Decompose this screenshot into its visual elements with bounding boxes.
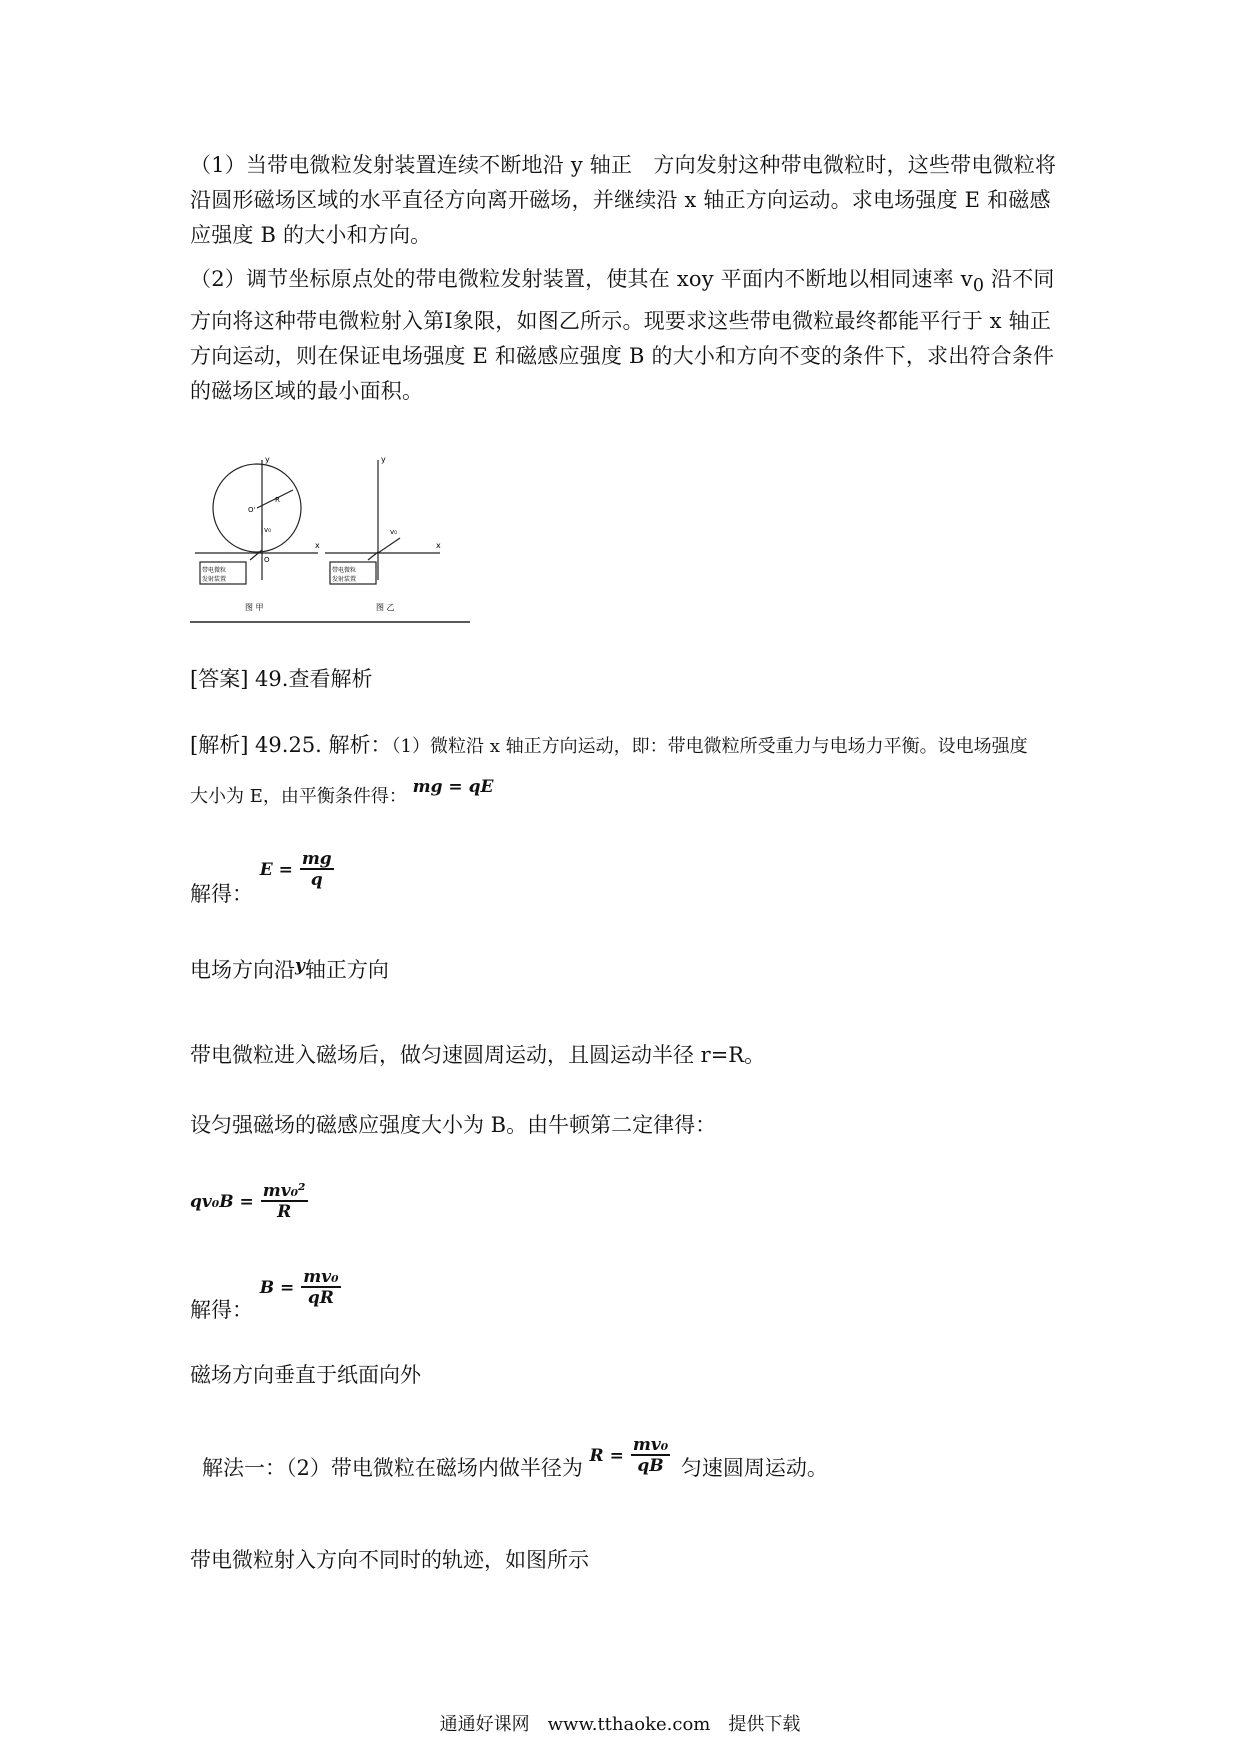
figure-diagram xyxy=(190,450,470,625)
equation-r-fraction xyxy=(631,1436,670,1476)
analysis-line-2 xyxy=(190,777,494,812)
device-label-right-2: 发射装置 xyxy=(332,576,357,583)
method-one-post: 匀速圆周运动。 xyxy=(680,1456,828,1480)
equation-r-left: R = xyxy=(589,1446,624,1466)
device-label-left-1: 带电微粒 xyxy=(202,567,227,574)
equation-b xyxy=(260,1268,345,1308)
equation-e-numerator: mg xyxy=(301,849,332,869)
caption-right: 图 乙 xyxy=(376,603,395,612)
equation-b-fraction xyxy=(301,1268,340,1308)
equation-qvb-line xyxy=(190,1182,312,1222)
equation-e-denominator: q xyxy=(310,870,323,890)
y-label-left: y xyxy=(265,455,270,464)
device-label-right-1: 带电微粒 xyxy=(332,567,357,574)
method-one-line xyxy=(202,1435,828,1490)
field-direction-post: 轴正方向 xyxy=(304,958,389,982)
question-2-text-a: （2）调节坐标原点处的带电微粒发射装置，使其在 xoy 平面内不断地以相同速率 v xyxy=(190,267,973,291)
equation-e-fraction xyxy=(300,850,334,890)
physics-figure xyxy=(190,450,470,625)
center-label: O' xyxy=(248,506,256,514)
solve-e-line xyxy=(190,849,338,906)
question-2 xyxy=(190,262,1060,409)
method-one-pre: 解法一：（2）带电微粒在磁场内做半径为 xyxy=(202,1456,583,1480)
newton-law-line: 设匀强磁场的磁感应强度大小为 B。由牛顿第二定律得： xyxy=(190,1113,717,1137)
solve-label-1: 解得： xyxy=(190,882,253,906)
device-label-left-2: 发射装置 xyxy=(202,576,227,583)
field-direction-y: y xyxy=(295,956,305,976)
velocity-label-right: v₀ xyxy=(390,528,397,536)
analysis-text: （1）微粒沿 x 轴正方向运动，即：带电微粒所受重力与电场力平衡。设电场强度 xyxy=(391,736,1028,757)
equation-b-denominator: qR xyxy=(307,1288,334,1308)
analysis-head: [解析] 49.25. 解析： xyxy=(190,733,392,757)
analysis-line-2-text: 大小为 E，由平衡条件得： xyxy=(190,786,407,807)
figure-right xyxy=(325,460,440,584)
equation-qvb xyxy=(190,1182,312,1222)
circular-motion-line: 带电微粒进入磁场后，做匀速圆周运动，且圆运动半径 r=R。 xyxy=(190,1043,766,1067)
equation-r xyxy=(590,1436,675,1476)
equation-qvb-fraction xyxy=(261,1182,308,1222)
equation-qvb-denominator: R xyxy=(277,1202,292,1222)
question-2-text-b: 沿不同方向将这种带电微粒射入第Ⅰ象限，如图乙所示。现要求这些带电微粒最终都能平行于 x 轴正方向运动，则在保证电场强度 E 和磁感应强度 B 的大小和方向不变的条件下，求出符合条件的磁场区域的最小面积。 xyxy=(190,267,1055,404)
velocity-arrow-right xyxy=(378,538,400,553)
equation-mg-qe: mg = qE xyxy=(412,777,494,797)
magnetic-direction-line: 磁场方向垂直于纸面向外 xyxy=(190,1363,421,1387)
equation-r-denominator: qB xyxy=(637,1456,664,1476)
x-label-left: x xyxy=(315,541,320,550)
question-1: （1）当带电微粒发射装置连续不断地沿 y 轴正 方向发射这种带电微粒时，这些带电微粒将 沿圆形磁场区域的水平直径方向离开磁场，并继续沿 x 轴正方向运动。求电场强度 E 和磁感应强度 B 的大小和方向。 xyxy=(190,153,1078,247)
analysis-line-1 xyxy=(190,730,1028,762)
equation-e-left: E = xyxy=(259,860,293,880)
field-direction-pre: 电场方向沿 xyxy=(190,958,295,982)
velocity-label-left: v₀ xyxy=(264,526,271,534)
solve-b-line xyxy=(190,1267,345,1322)
equation-e xyxy=(260,850,338,890)
equation-b-numerator: mv₀ xyxy=(303,1267,339,1287)
origin-label-left: O xyxy=(264,556,270,564)
equation-r-numerator: mv₀ xyxy=(632,1435,669,1455)
question-2-subscript: 0 xyxy=(972,276,985,297)
answer-line: [答案] 49.查看解析 xyxy=(190,667,373,691)
page-footer: 通通好课网 www.tthaoke.com 提供下载 xyxy=(439,1714,801,1735)
x-label-right: x xyxy=(436,541,441,550)
y-label-right: y xyxy=(381,455,386,464)
radius-label: R xyxy=(275,496,280,504)
equation-b-left: B = xyxy=(259,1278,295,1298)
trajectory-line: 带电微粒射入方向不同时的轨迹，如图所示 xyxy=(190,1548,589,1572)
equation-qvb-numerator: mv₀² xyxy=(262,1181,306,1201)
solve-label-2: 解得： xyxy=(190,1298,253,1322)
figure-left xyxy=(190,460,470,622)
field-direction-line xyxy=(190,955,389,987)
equation-qvb-left: qv₀B = xyxy=(190,1192,254,1212)
caption-left: 图 甲 xyxy=(245,603,264,612)
